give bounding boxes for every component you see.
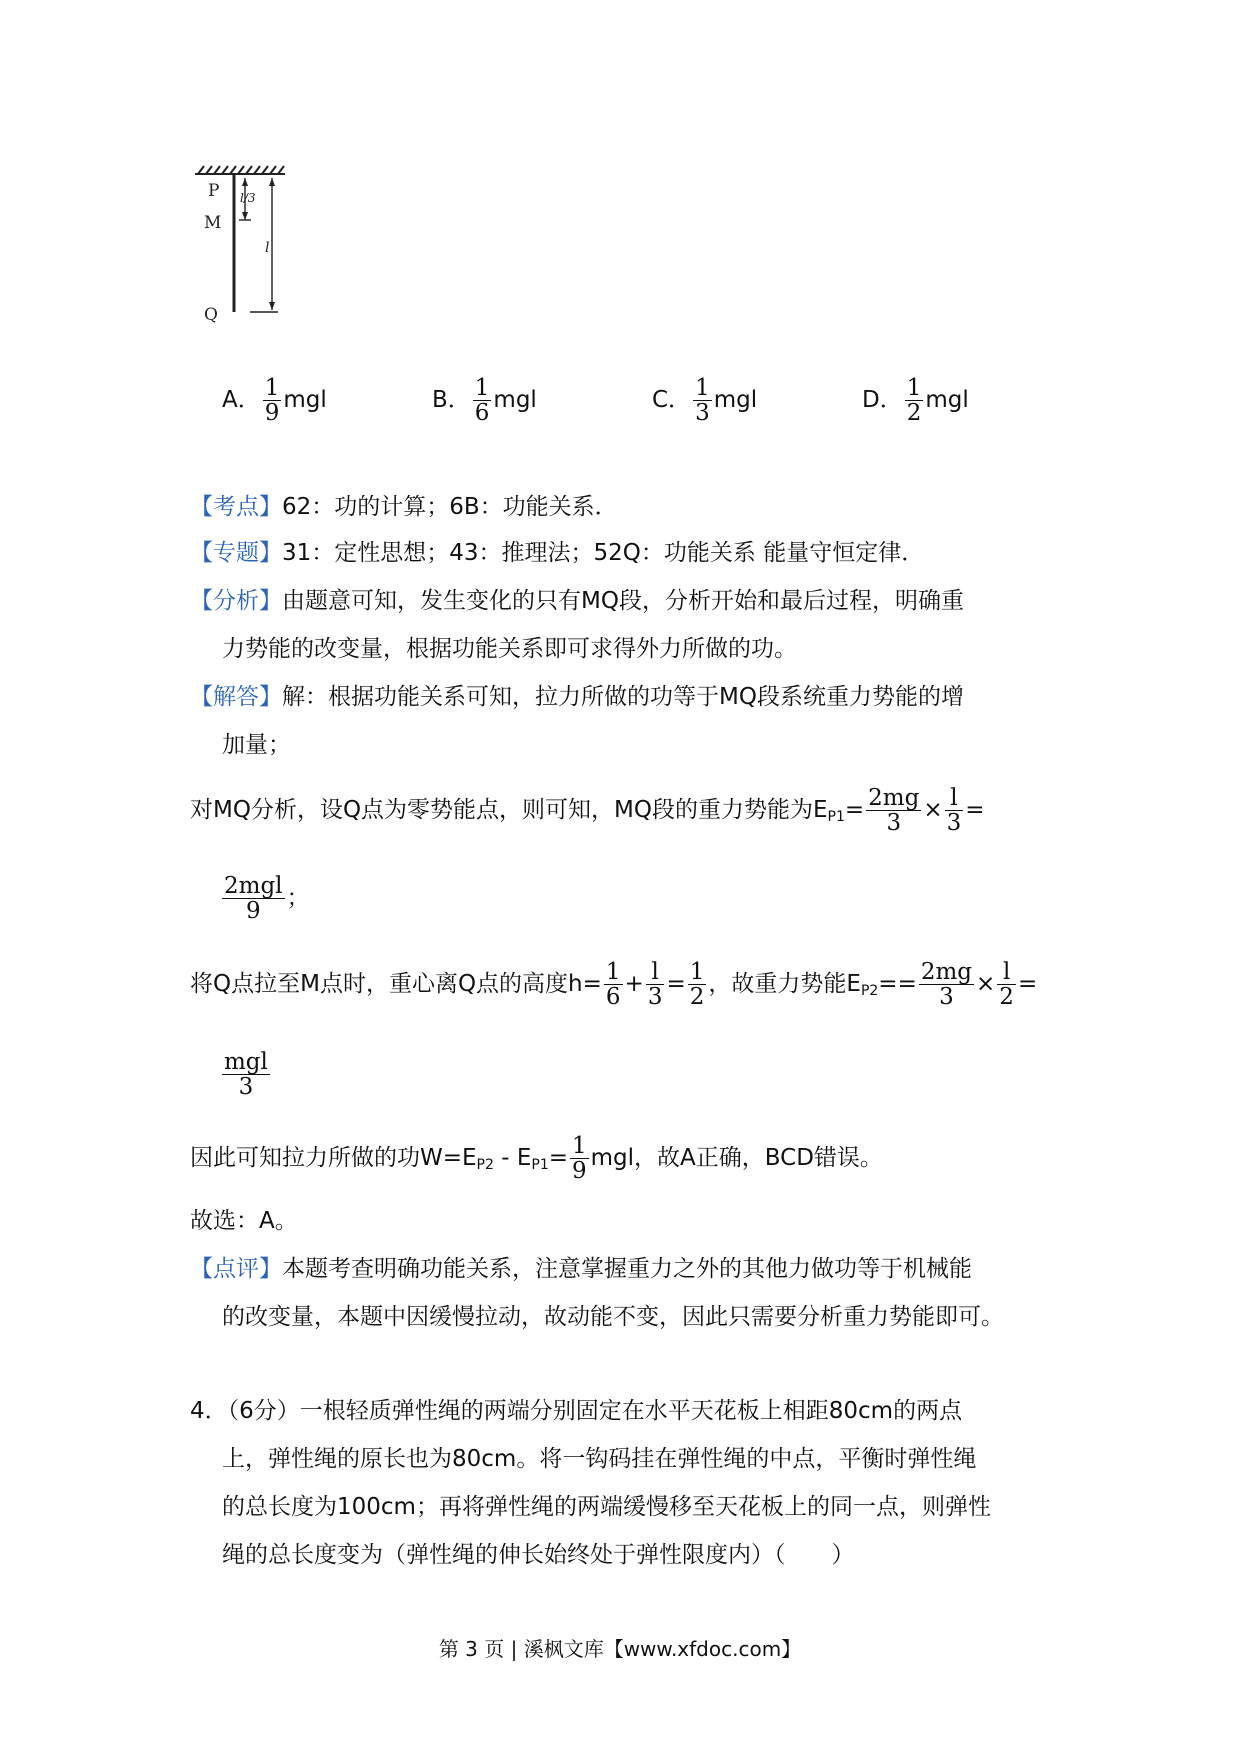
zhuanti-line [190,540,924,568]
fenxi-tag: 【分析】 [190,588,282,614]
eq3-fraction: $\frac{1}{9}$ [572,1133,587,1185]
zhuanti-tag: 【专题】 [190,540,282,566]
option-b: B． $\frac{1}{6}$ mgl [432,375,537,427]
label-l: l [265,240,270,256]
q4-line-1: 4．（6分）一根轻质弹性绳的两端分别固定在水平天花板上相距80cm的两点 [190,1398,963,1424]
eq2-fraction-a: $\frac{1}{6}$ [605,959,621,1011]
equation-1: 对MQ分析，设Q点为零势能点，则可知，MQ段的重力势能为$E_{P1}=$ $\frac{2mg}{3}$ × $\frac{l}{3}$ = [190,785,985,837]
rope-diagram [190,160,300,330]
label-l3: l/3 [240,191,256,205]
label-m: M [204,213,222,233]
option-a-letter: A． [222,387,261,414]
label-q: Q [204,305,218,325]
fenxi-line-1: 【分析】由题意可知，发生变化的只有MQ段，分析开始和最后过程，明确重 [190,588,964,614]
zhuanti-text: 31：定性思想；43：推理法；52Q：功能关系 能量守恒定律． [282,540,925,566]
option-b-letter: B． [432,387,471,414]
rope-figure [190,160,300,330]
label-p: P [208,181,220,201]
option-d-fraction: $\frac{1}{2}$ [906,375,922,427]
option-d-letter: D． [862,387,903,414]
fenxi-line-2: 力势能的改变量，根据功能关系即可求得外力所做的功。 [222,636,797,662]
page-footer: 第 3 页 | 溪枫文库【www.xfdoc.com】 [438,1637,802,1661]
answer-line: 故选：A。 [190,1208,298,1234]
option-a: A． $\frac{1}{9}$ mgl [222,375,327,427]
eq2-fraction-c: $\frac{1}{2}$ [689,959,705,1011]
q4-line-3: 的总长度为100cm；再将弹性绳的两端缓慢移至天花板上的同一点，则弹性 [222,1494,991,1520]
jieda-tag: 【解答】 [190,684,282,710]
eq1-fraction-1: $\frac{2mg}{3}$ [868,785,920,837]
q4-line-4: 绳的总长度变为（弹性绳的伸长始终处于弹性限度内）（ ） [222,1542,855,1568]
dianping-line-2: 的改变量，本题中因缓慢拉动，故动能不变，因此只需要分析重力势能即可。 [222,1304,1004,1330]
option-c: C． $\frac{1}{3}$ mgl [652,375,758,427]
option-b-fraction: $\frac{1}{6}$ [474,375,490,427]
option-c-letter: C． [652,387,692,414]
eq2-result-fraction: $\frac{\text{mgl}}{3}$ [224,1049,268,1101]
dianping-tag: 【点评】 [190,1256,282,1282]
q4-line-2: 上，弹性绳的原长也为80cm。将一钩码挂在弹性绳的中点，平衡时弹性绳 [222,1446,977,1472]
jieda-line-1: 【解答】解：根据功能关系可知，拉力所做的功等于MQ段系统重力势能的增 [190,684,964,710]
option-d: D． $\frac{1}{2}$ mgl [862,375,969,427]
eq2-fraction-b: $\frac{l}{3}$ [647,959,663,1011]
eq1-result-fraction: $\frac{\text{2mgl}}{9}$ [224,873,283,925]
kaodian-tag: 【考点】 [190,494,282,520]
eq2-fraction-d: $\frac{2mg}{3}$ [920,959,973,1011]
eq2-fraction-e: $\frac{l}{2}$ [999,959,1014,1011]
option-a-fraction: $\frac{1}{9}$ [264,375,280,427]
option-c-fraction: $\frac{1}{3}$ [695,375,710,427]
kaodian-text: 62：功的计算；6B：功能关系． [282,494,618,520]
equation-1-result: $\frac{\text{2mgl}}{9}$ ； [224,873,310,925]
jieda-line-2: 加量； [222,732,291,758]
dianping-line-1: 【点评】本题考查明确功能关系，注意掌握重力之外的其他力做功等于机械能 [190,1256,972,1282]
equation-3: 因此可知拉力所做的功$W=E_{P2} - E_{P1}=$ $\frac{1}{9}$ mgl，故A正确，BCD错误。 [190,1133,883,1185]
kaodian-line [190,494,618,522]
eq1-fraction-2: $\frac{l}{3}$ [946,785,962,837]
equation-2: 将Q点拉至M点时，重心离Q点的高度h= $\frac{1}{6}$ + $\frac{l}{3}$ = $\frac{1}{2}$ ，故重力势能$E_{P2}==$ $\frac{2mg}{3}$ × $\frac{l}{2}$ = [190,959,1038,1011]
equation-2-result [220,1050,272,1099]
